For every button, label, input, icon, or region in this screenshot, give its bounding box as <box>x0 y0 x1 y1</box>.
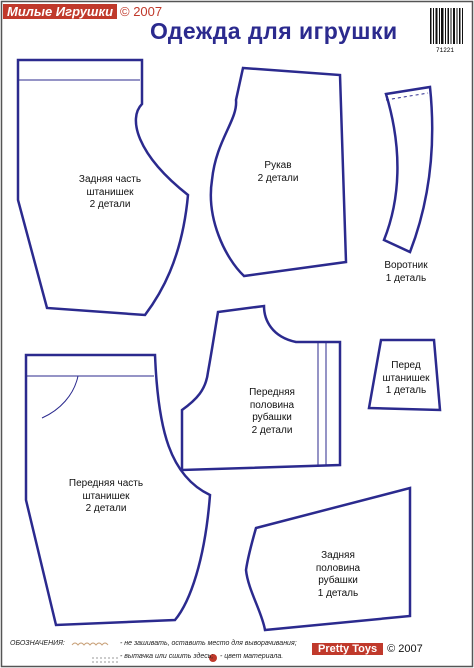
legend-label: ОБОЗНАЧЕНИЯ: <box>10 640 65 647</box>
footer-brand-name: Pretty Toys <box>312 643 383 655</box>
footer-brand <box>312 641 462 657</box>
back-shirt-label: Задняя половина рубашки 1 деталь <box>315 550 361 599</box>
footer-brand-year: © 2007 <box>387 643 423 655</box>
brand-name: Милые Игрушки <box>3 4 117 19</box>
front-shirt-label: Передняя половина рубашки 2 детали <box>249 387 295 436</box>
legend-item-dart: - вытачка или сшить здесь; <box>120 653 214 660</box>
sleeve-label: Рукав 2 детали <box>257 160 299 184</box>
barcode-number: 71221 <box>436 47 455 54</box>
brand-year: © 2007 <box>120 4 163 19</box>
legend-item-no-stitch: - не зашивать, оставить место для выворачивания; <box>120 640 297 647</box>
front-trouser-strip-label: Перед штанишек 1 деталь <box>382 360 430 396</box>
barcode <box>428 8 464 54</box>
collar-piece <box>384 87 432 252</box>
front-trousers-label: Передняя часть штанишек 2 детали <box>68 478 144 514</box>
no-stitch-mark-icon <box>72 643 108 645</box>
legend-item-color: - цвет материала. <box>220 653 284 660</box>
brand-header <box>3 3 162 20</box>
page-title: Одежда для игрушки <box>150 18 398 44</box>
back-trousers-label: Задняя часть штанишек 2 детали <box>78 174 142 210</box>
collar-label: Воротник 1 деталь <box>384 260 428 284</box>
